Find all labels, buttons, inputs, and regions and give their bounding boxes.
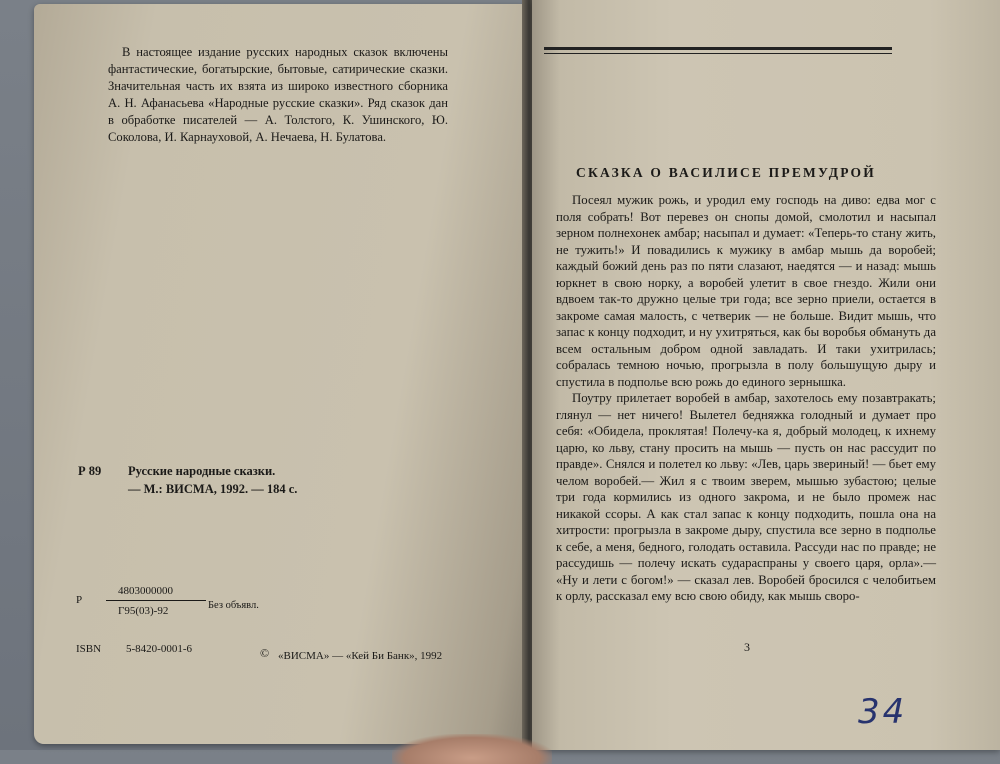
handwritten-number: 34: [858, 692, 908, 732]
copyright-text: «ВИСМА» — «Кей Би Банк», 1992: [278, 650, 443, 662]
index-letter: Р: [76, 594, 83, 606]
catalog-code: Р 89: [78, 464, 102, 478]
page-number: 3: [744, 640, 750, 654]
story-paragraph: Посеял мужик рожь, и уродил ему господь на диво: едва мог с поля собрать! Вот перевез он снопы домой, смолотил и насыпал зерном полнехонек амбар; насыпал и думает: «Теперь-то стану жить, не тужить!» И повадились к мужику в амбар мышь да воробей; каждый божий день раз по пяти слазают, наедятся — и назад: мышь юркнет в свою норку, а воробей улетит в свое гнездо. Жили они вдвоем так-то дружно целые три года; все зерно приели, остается в закроме самая малость, с четверик — не больше. Видит мышь, что запас к концу подходит, и ну ухитряться, как бы воробья обмануть да всем остальным добром одной завладать. И таки ухитрилась; собралась темною ночью, прогрызла в полу большущую дыру и спустила в подполье всю рожь до единого зернышка.: [556, 193, 936, 389]
annotation-text: В настоящее издание русских народных сказок включены фантастические, богатырские, бытовые, сатирические сказки. Значительная часть их взята из широко известного сборника А. Н. Афанасьева «Народные русские сказки». Ряд сказок дан в обработке писателей — А. Толстого, К. Ушинского, Ю. Соколова, И. Карнауховой, А. Нечаева, Н. Булатова.: [108, 45, 448, 144]
header-rule-thick: [544, 47, 892, 50]
thumb-holding-book: [392, 734, 552, 764]
isbn-value: 5-8420-0001-6: [126, 643, 192, 655]
copyright-symbol: ©: [260, 646, 270, 660]
catalog-title: Русские народные сказки.: [128, 464, 276, 478]
isbn-label: ISBN: [76, 643, 102, 655]
story-paragraph: Поутру прилетает воробей в амбар, захотелось ему позавтракать; глянул — нет ничего! Вылетел бедняжка голодный и думает про себя: «Обидела, проклятая! Полечу-ка я, добрый молодец, к ихнему царю, ко льву, стану просить на мышь — пусть он нас рассудит по правде». Снялся и полетел ко льву: «Лев, царь звериный! — бьет ему челом воробей.— Жил я с твоим зверем, мышью зубастою; целые три года кормились из одного закрома, и не было промеж нас никакой ссоры. А как стал запас к концу подходить, пошла она на хитрости: прогрызла в закроме дыру, спустила все зерно в подполье к себе, а меня, бедного, голодать оставила. Рассуди нас по правде; не рассудишь — полечу искать судараспраны у своего царя, орла».— «Ну и лети с богом!» — сказал лев. Воробей бросился с челобитьем к орлу, рассказал ему всю свою обиду, как мышь своро-: [556, 391, 936, 603]
story-title: СКАЗКА О ВАСИЛИСЕ ПРЕМУДРОЙ: [576, 165, 876, 180]
story-body: [556, 192, 936, 605]
index-divider: [106, 600, 206, 601]
no-announcement-note: Без объявл.: [208, 600, 259, 611]
header-rule-thin: [544, 53, 892, 54]
index-code: Г95(03)-92: [118, 605, 169, 617]
index-number: 4803000000: [118, 585, 173, 597]
catalog-publisher: — М.: ВИСМА, 1992. — 184 с.: [128, 482, 298, 496]
